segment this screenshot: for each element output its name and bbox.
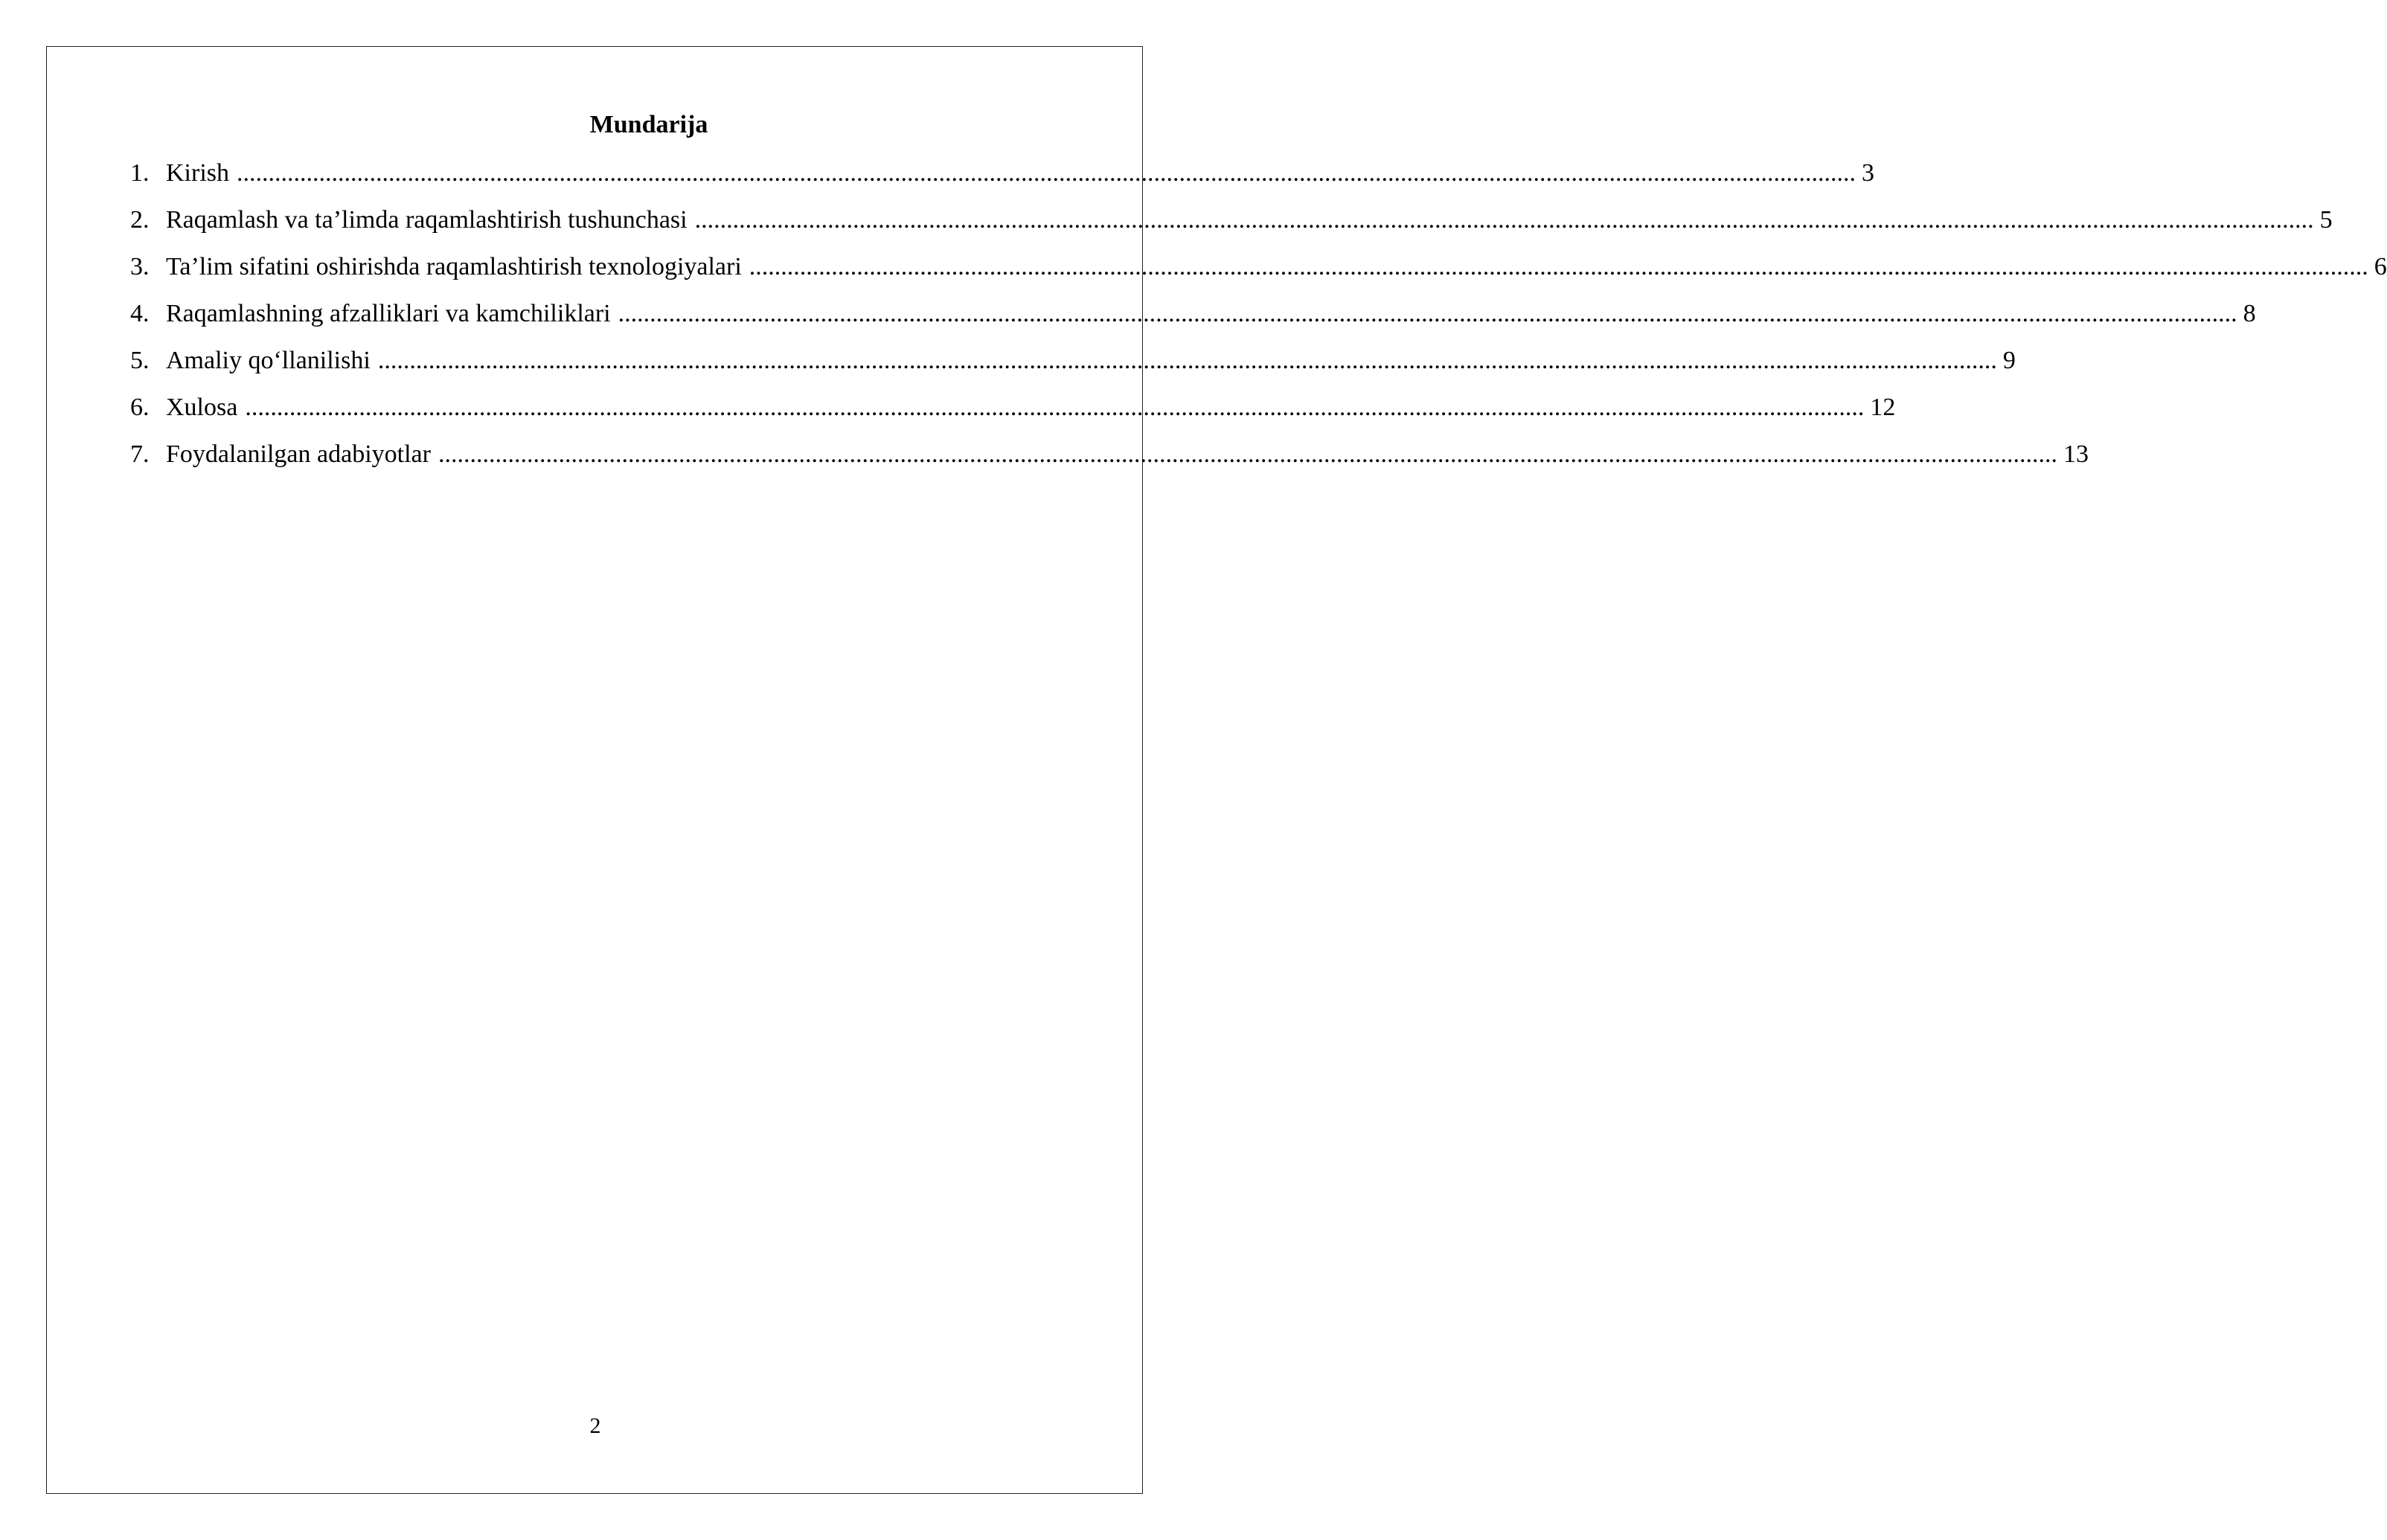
toc-dot-leader: ................................................................................................................................................................................................................................................................: [694, 206, 2314, 234]
toc-entry-label: Kirish: [166, 159, 229, 187]
toc-entry-label: Raqamlashning afzalliklari va kamchiliklari: [166, 300, 611, 327]
toc-entry-number: 6.: [130, 394, 150, 421]
toc-entry-page: 9: [2002, 347, 2016, 374]
toc-entry-number: 3.: [130, 253, 150, 280]
toc-entry-6[interactable]: [130, 392, 1896, 423]
toc-dot-leader: ................................................................................................................................................................................................................................................................: [438, 440, 2057, 468]
toc-dot-leader: ................................................................................................................................................................................................................................................................: [237, 159, 1856, 187]
toc-entry-page: 12: [1870, 394, 1896, 421]
toc-entry-number: 2.: [130, 206, 150, 234]
toc-entry-1[interactable]: [130, 158, 1874, 189]
page-number: 2: [589, 1414, 601, 1438]
toc-dot-leader: ................................................................................................................................................................................................................................................................: [245, 394, 1865, 421]
toc-entry-label: Amaliy qo‘llanilishi: [166, 347, 371, 374]
toc-entry-7[interactable]: [130, 439, 2089, 470]
toc-title: Mundarija: [589, 111, 708, 138]
toc-entry-number: 7.: [130, 440, 150, 468]
toc-entry-2[interactable]: [130, 205, 2333, 236]
toc-dot-leader: ................................................................................................................................................................................................................................................................: [749, 253, 2368, 280]
toc-entry-page: 8: [2243, 300, 2256, 327]
toc-entry-number: 1.: [130, 159, 150, 187]
toc-dot-leader: ................................................................................................................................................................................................................................................................: [618, 300, 2237, 327]
toc-entry-number: 4.: [130, 300, 150, 327]
toc-entry-page: 6: [2374, 253, 2387, 280]
toc-entry-label: Ta’lim sifatini oshirishda raqamlashtirish texnologiyalari: [166, 253, 742, 280]
toc-entry-page: 13: [2063, 440, 2089, 468]
toc-entry-page: 3: [1862, 159, 1874, 187]
toc-entry-number: 5.: [130, 347, 150, 374]
toc-entry-3[interactable]: [130, 251, 2387, 283]
toc-dot-leader: ................................................................................................................................................................................................................................................................: [377, 347, 1997, 374]
toc-entry-label: Xulosa: [166, 394, 238, 421]
toc-entry-label: Raqamlash va ta’limda raqamlashtirish tushunchasi: [166, 206, 688, 234]
toc-entry-4[interactable]: [130, 298, 2256, 330]
toc-entry-5[interactable]: [130, 345, 2016, 376]
toc-entry-label: Foydalanilgan adabiyotlar: [166, 440, 431, 468]
toc-entry-page: 5: [2319, 206, 2333, 234]
